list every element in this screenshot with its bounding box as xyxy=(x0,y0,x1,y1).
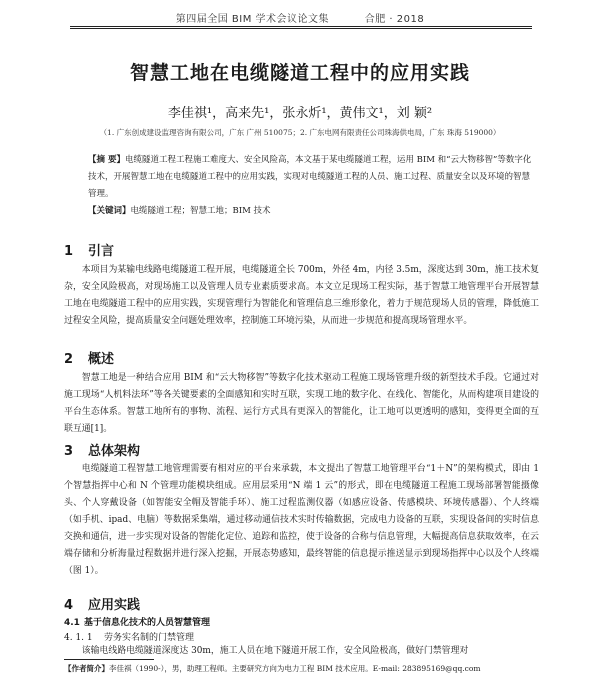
footnote-label: 【作者简介】 xyxy=(64,664,109,673)
proceedings-name: 第四届全国 BIM 学术会议论文集 xyxy=(175,14,330,25)
footnote-rule xyxy=(64,659,154,660)
section-heading-overview xyxy=(64,348,114,367)
subsubsection-title: 劳务实名制的门禁管理 xyxy=(104,633,195,643)
section-title: 总体架构 xyxy=(88,444,141,459)
running-head xyxy=(0,10,600,25)
section-number: 1 xyxy=(64,244,74,259)
paper-title: 智慧工地在电缆隧道工程中的应用实践 xyxy=(129,62,470,84)
section-heading-architecture xyxy=(64,440,140,459)
architecture-paragraph: 电缆隧道工程智慧工地管理需要有相对应的平台来承载，本文提出了智慧工地管理平台“1＋N”的架构模式，即由 1 个智慧指挥中心和 N 个管理功能模块组成。应用层采用“N 端 1 云”的形式，即在电缆隧道工程施工现场部署智能摄像头、个人穿戴设备（如智能安全帽及智能手环）、施工过程监测仪器（如感应设备、传感模块、环境传感器）、个人终端（如手机、ipad、电脑）等数据采集端，通过移动通信技术实时传输数据，完成电力设备的互联，实现设备间的实时信息交换和通信，进一步实现对设备的智能化定位、追踪和监控，使于设备的合称与信息管理，大幅提高信息获取效率，在云端存储和分析海量过程数据并进行深入挖掘，开展态势感知，最终智能的信息提示推送显示到现场指挥中心以及个人终端（图 1）。 xyxy=(64,464,539,576)
keywords xyxy=(88,203,538,220)
abstract-text: 电缆隧道工程工程施工难度大、安全风险高，本文基于某电缆隧道工程，运用 BIM 和“云大物移智”等数字化技术，开展智慧工地在电缆隧道工程中的应用实践，实现对电缆隧道工程的人员、施工过程、质量安全以及环境的智慧管理。 xyxy=(88,155,532,199)
abstract xyxy=(88,152,538,203)
section-number: 2 xyxy=(64,352,74,367)
section-heading-intro xyxy=(64,240,114,259)
subsection-number: 4.1 xyxy=(64,618,80,628)
author-list: 李佳祺¹，高来先¹，张永炘¹，黄伟文¹，刘 颖² xyxy=(167,106,433,121)
subsubsection-heading-4-1-1 xyxy=(64,630,194,643)
affiliation: （1. 广东创成建设监理咨询有限公司，广东 广州 510075；2. 广东电网有限责任公司珠海供电局，广东 珠海 519000） xyxy=(99,128,501,137)
section-number: 3 xyxy=(64,444,74,459)
section-title: 引言 xyxy=(88,244,115,259)
section-heading-practice xyxy=(64,594,140,613)
keywords-label: 【关键词】 xyxy=(88,206,131,216)
keywords-text: 电缆隧道工程；智慧工地；BIM 技术 xyxy=(130,206,271,216)
header-rule xyxy=(70,26,532,27)
footnote-text: 李佳祺（1990-），男，助理工程师。主要研究方向为电力工程 BIM 技术应用。E-mail: 283895169@qq.com xyxy=(109,664,481,673)
overview-paragraph: 智慧工地是一种结合应用 BIM 和“云大物移智”等数字化技术驱动工程施工现场管理升级的新型技术手段。它通过对施工现场“人机料法环”等各关键要素的全面感知和实时互联，实现工地的数字化、在线化、智能化，从而构建项目建设的平台生态体系。智慧工地所有的事物、流程、运行方式具有更深入的智能化，让工地可以更透明的感知，变得更全面的互联互通[1]。 xyxy=(64,373,539,434)
author-footnote xyxy=(64,663,544,674)
intro-paragraph: 本项目为某输电线路电缆隧道工程开展，电缆隧道全长 700m，外径 4m，内径 3.5m，深度达到 30m，施工技术复杂，安全风险极高，对现场施工以及管理人员专业素质要求高。本文立足现场工程实际，基于智慧工地管理平台开展智慧工地在电缆隧道工程中的应用实践，实现管理行为智能化和管理信息三维形象化，着力于规范现场人员的管理，降低施工过程安全风险，提高质量安全问题处理效率，控制施工环境污染，从而进一步规范和提高现场管理水平。 xyxy=(64,265,539,326)
subsection-title: 基于信息化技术的人员智慧管理 xyxy=(84,618,211,628)
abstract-label: 【摘 要】 xyxy=(88,155,125,165)
header-rule-thin xyxy=(70,28,532,29)
turnstile-paragraph: 该输电线路电缆隧道深度达 30m，施工人员在地下隧道开展工作，安全风险极高，做好门禁管理对 xyxy=(81,646,469,656)
subsection-heading-4-1 xyxy=(64,615,210,628)
location-year: 合肥 · 2018 xyxy=(364,14,425,25)
section-title: 应用实践 xyxy=(88,598,141,613)
subsubsection-number: 4. 1. 1 xyxy=(64,633,93,643)
section-title: 概述 xyxy=(88,352,115,367)
section-number: 4 xyxy=(64,598,74,613)
